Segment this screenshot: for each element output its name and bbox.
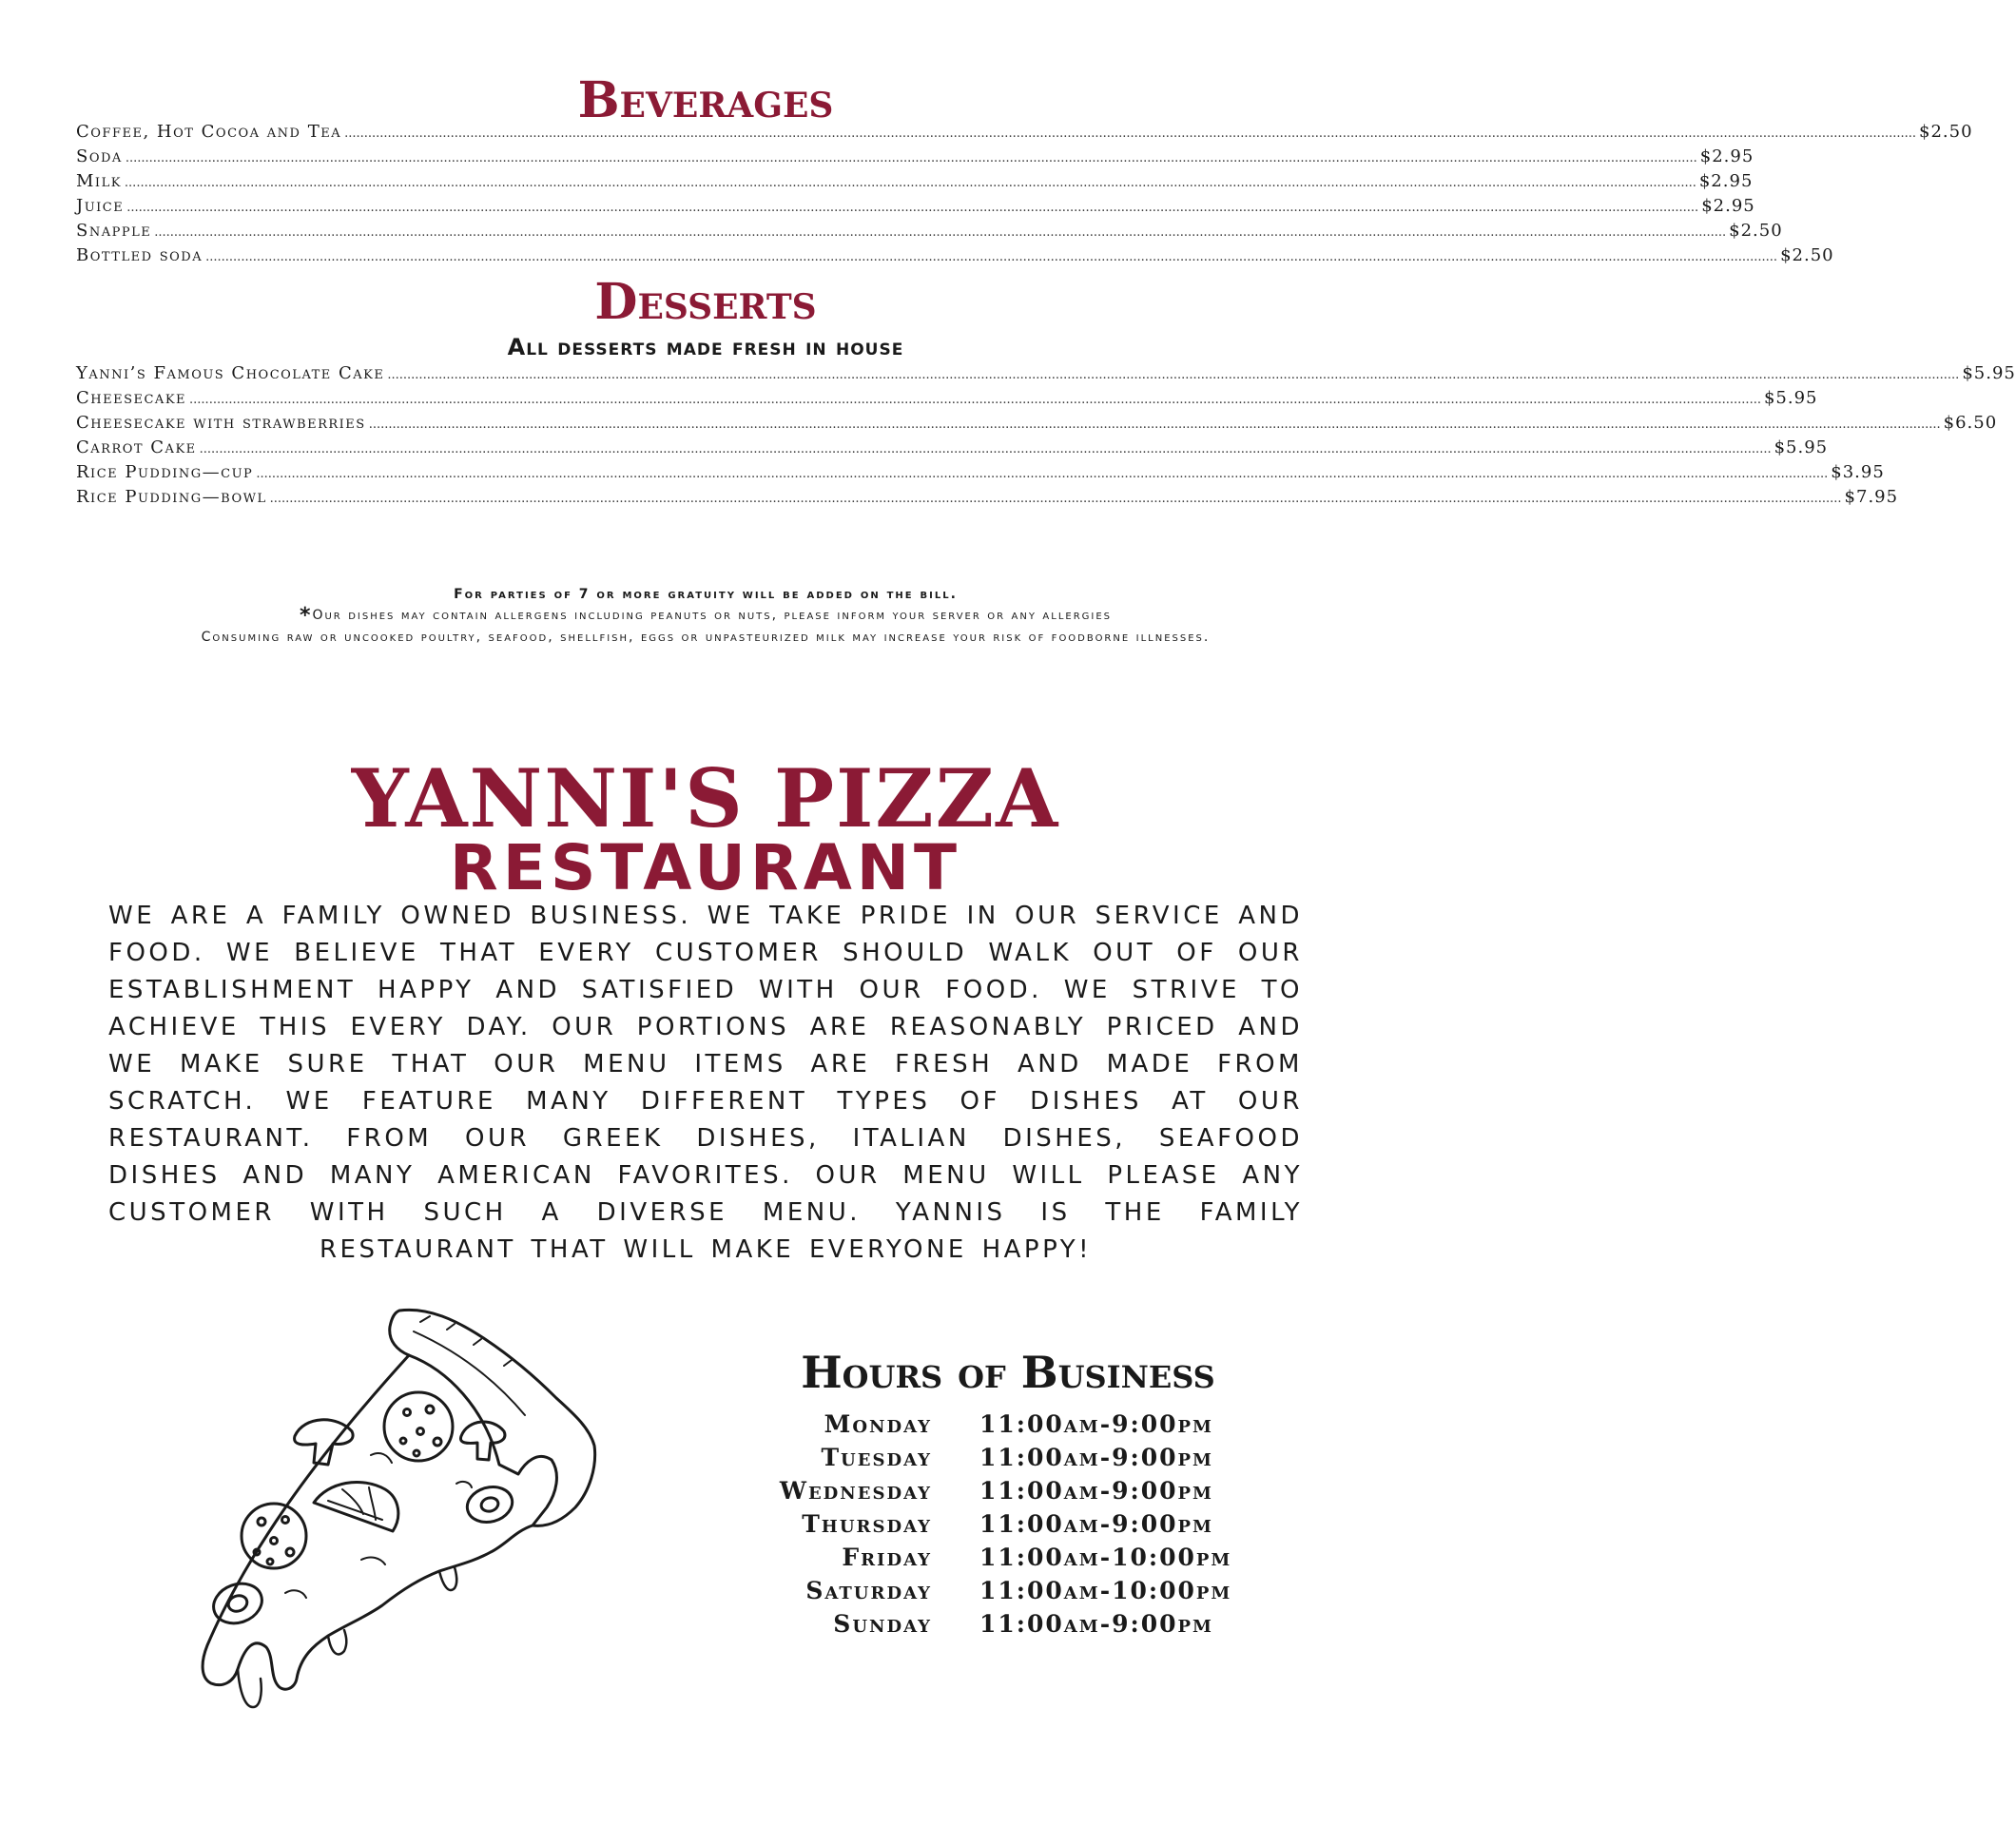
list-item bbox=[76, 413, 1998, 437]
dot-leader: ................................................................................................................................................................................................................................................................................................................................................................................................................ bbox=[199, 442, 1772, 456]
item-name: Rice Pudding—bowl bbox=[76, 487, 267, 507]
item-price: $5.95 bbox=[1763, 388, 1818, 408]
dot-leader: ................................................................................................................................................................................................................................................................................................................................................................................................................ bbox=[256, 467, 1829, 481]
day-label: Friday bbox=[842, 1544, 932, 1571]
dot-leader: ................................................................................................................................................................................................................................................................................................................................................................................................................ bbox=[269, 492, 1842, 506]
dot-leader: ................................................................................................................................................................................................................................................................................................................................................................................................................ bbox=[205, 250, 1778, 264]
time-range: 11:00am-9:00pm bbox=[979, 1477, 1213, 1505]
list-item bbox=[76, 146, 1754, 171]
list-item bbox=[76, 363, 2016, 388]
item-price: $3.95 bbox=[1831, 462, 1885, 482]
hours-row bbox=[704, 1607, 1322, 1641]
beverages-list bbox=[76, 122, 1973, 270]
time-range: 11:00am-9:00pm bbox=[979, 1510, 1213, 1538]
day-label: Sunday bbox=[833, 1610, 932, 1638]
list-item bbox=[76, 388, 1818, 413]
dot-leader: ................................................................................................................................................................................................................................................................................................................................................................................................................ bbox=[126, 201, 1699, 215]
day-label: Thursday bbox=[802, 1510, 932, 1538]
dot-leader: ................................................................................................................................................................................................................................................................................................................................................................................................................ bbox=[124, 176, 1696, 190]
hours-row bbox=[704, 1541, 1322, 1574]
asterisk: * bbox=[299, 604, 313, 628]
item-name: Milk bbox=[76, 171, 122, 191]
time-range: 11:00am-9:00pm bbox=[979, 1610, 1213, 1638]
dot-leader: ................................................................................................................................................................................................................................................................................................................................................................................................................ bbox=[368, 418, 1941, 432]
dot-leader: ................................................................................................................................................................................................................................................................................................................................................................................................................ bbox=[125, 151, 1697, 165]
pizza-slice-icon bbox=[171, 1303, 666, 1712]
day-label: Monday bbox=[824, 1410, 932, 1438]
time-range: 11:00am-9:00pm bbox=[979, 1444, 1213, 1471]
list-item bbox=[76, 245, 1834, 270]
dot-leader: ................................................................................................................................................................................................................................................................................................................................................................................................................ bbox=[387, 368, 1960, 382]
time-range: 11:00am-9:00pm bbox=[979, 1410, 1213, 1438]
item-name: Snapple bbox=[76, 221, 152, 241]
day-label: Saturday bbox=[805, 1577, 932, 1604]
time-range: 11:00am-10:00pm bbox=[979, 1544, 1232, 1571]
hours-title: Hours of Business bbox=[801, 1347, 1215, 1398]
day-label: Wednesday bbox=[779, 1477, 932, 1505]
list-item bbox=[76, 122, 1973, 146]
list-item bbox=[76, 171, 1754, 196]
hours-row bbox=[704, 1441, 1322, 1474]
item-name: Rice Pudding—cup bbox=[76, 462, 254, 482]
item-price: $2.50 bbox=[1919, 122, 1973, 142]
beverages-title: Beverages bbox=[577, 71, 834, 129]
day-label: Tuesday bbox=[821, 1444, 932, 1471]
item-price: $2.95 bbox=[1698, 171, 1754, 191]
dot-leader: ................................................................................................................................................................................................................................................................................................................................................................................................................ bbox=[189, 393, 1761, 407]
item-price: $2.50 bbox=[1729, 221, 1783, 241]
dot-leader: ................................................................................................................................................................................................................................................................................................................................................................................................................ bbox=[154, 225, 1727, 240]
item-price: $5.95 bbox=[1962, 363, 2016, 383]
item-price: $6.50 bbox=[1943, 413, 1998, 433]
item-price: $2.50 bbox=[1780, 245, 1834, 265]
item-name: Juice bbox=[76, 196, 125, 216]
item-price: $5.95 bbox=[1774, 437, 1829, 457]
list-item bbox=[76, 487, 1899, 512]
hours-table bbox=[704, 1408, 1322, 1641]
hours-row bbox=[704, 1574, 1322, 1607]
item-name: Cheesecake with strawberries bbox=[76, 413, 366, 433]
list-item bbox=[76, 437, 1829, 462]
item-name: Bottled soda bbox=[76, 245, 204, 265]
list-item bbox=[76, 221, 1783, 245]
list-item bbox=[76, 462, 1885, 487]
restaurant-name-line2: RESTAURANT bbox=[449, 831, 962, 904]
desserts-title: Desserts bbox=[594, 273, 817, 331]
item-name: Coffee, Hot Cocoa and Tea bbox=[76, 122, 342, 142]
item-name: Yanni’s Famous Chocolate Cake bbox=[76, 363, 385, 383]
desserts-list bbox=[76, 363, 2016, 512]
item-name: Soda bbox=[76, 146, 123, 166]
desserts-subtitle: All desserts made fresh in house bbox=[507, 334, 904, 360]
hours-row bbox=[704, 1408, 1322, 1441]
hours-row bbox=[704, 1474, 1322, 1507]
time-range: 11:00am-10:00pm bbox=[979, 1577, 1232, 1604]
item-price: $2.95 bbox=[1701, 196, 1755, 216]
list-item bbox=[76, 196, 1755, 221]
about-paragraph: WE ARE A FAMILY OWNED BUSINESS. WE TAKE PRIDE IN OUR SERVICE AND FOOD. WE BELIEVE THAT EVERY CUSTOMER SHOULD WALK OUT OF OUR ESTABLISHMENT HAPPY AND SATISFIED WITH OUR FOOD. WE STRIVE TO ACHIEVE THIS EVERY DAY. OUR PORTIONS ARE REASONABLY PRICED AND WE MAKE SURE THAT OUR MENU ITEMS ARE FRESH AND MADE FROM SCRATCH. WE FEATURE MANY DIFFERENT TYPES OF DISHES AT OUR RESTAURANT. FROM OUR GREEK DISHES, ITALIAN DISHES, SEAFOOD DISHES AND MANY AMERICAN FAVORITES. OUR MENU WILL PLEASE ANY CUSTOMER WITH SUCH A DIVERSE MENU. YANNIS IS THE FAMILY RESTAURANT THAT WILL MAKE EVERYONE HAPPY! bbox=[108, 902, 1303, 1264]
item-name: Cheesecake bbox=[76, 388, 187, 408]
item-name: Carrot Cake bbox=[76, 437, 197, 457]
gratuity-note: For parties of 7 or more gratuity will be added on the bill. bbox=[454, 587, 958, 602]
raw-food-warning: Consuming raw or uncooked poultry, seafood, shellfish, eggs or unpasteurized milk may increase your risk of foodborne illnesses. bbox=[201, 630, 1211, 645]
restaurant-name: YANNI'S PIZZA bbox=[351, 751, 1060, 845]
notes-block bbox=[95, 584, 1316, 648]
hours-row bbox=[704, 1507, 1322, 1541]
dot-leader: ................................................................................................................................................................................................................................................................................................................................................................................................................ bbox=[344, 126, 1917, 141]
item-price: $2.95 bbox=[1699, 146, 1754, 166]
allergen-text: Our dishes may contain allergens including peanuts or nuts, please inform your server or any allergies bbox=[312, 608, 1113, 623]
item-price: $7.95 bbox=[1844, 487, 1899, 507]
allergen-note bbox=[95, 605, 1316, 627]
